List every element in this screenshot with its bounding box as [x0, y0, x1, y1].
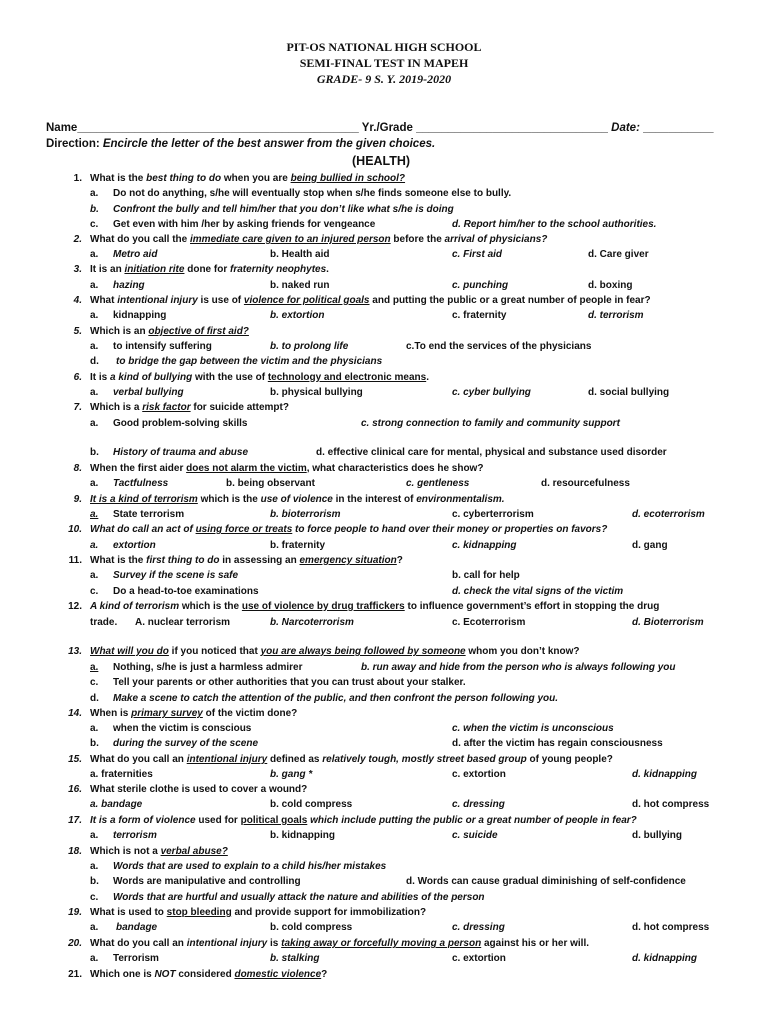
q5-number: 5.: [73, 326, 82, 337]
q10-number: 10.: [68, 524, 82, 535]
q8-option-a-letter[interactable]: a.: [90, 478, 99, 489]
q10-option-c[interactable]: c. kidnapping: [452, 540, 517, 551]
text-fragment: of the victim done?: [202, 708, 298, 719]
q11-stem: [90, 555, 403, 566]
q12-option-b[interactable]: b. Narcoterrorism: [270, 617, 354, 628]
q2-option-d[interactable]: d. Care giver: [588, 249, 649, 260]
text-fragment: What will you do: [90, 646, 169, 657]
q8-number: 8.: [73, 463, 82, 474]
text-fragment: and putting the public or a great number of people in fear?: [369, 295, 651, 306]
q17-option-d[interactable]: d. bullying: [632, 830, 682, 841]
text-fragment: verbal abuse?: [160, 846, 228, 857]
q20-stem: [90, 938, 589, 949]
q9-option-d[interactable]: d. ecoterrorism: [632, 509, 705, 520]
text-fragment: which is the: [179, 601, 242, 612]
q2-option-a-letter[interactable]: a.: [90, 249, 99, 260]
text-fragment: intentional injury: [186, 938, 268, 949]
text-fragment: before the: [390, 234, 445, 245]
text-fragment: technology and electronic means: [267, 372, 427, 383]
text-fragment: NOT: [154, 969, 176, 980]
q6-option-a-letter[interactable]: a.: [90, 387, 99, 398]
date-blank[interactable]: ___________: [643, 122, 714, 134]
text-fragment: of young people?: [526, 754, 613, 765]
q20-option-a-letter[interactable]: a.: [90, 953, 99, 964]
text-fragment: When is: [90, 708, 132, 719]
q1-option-b-letter[interactable]: b.: [90, 204, 99, 215]
q18-option-b-letter[interactable]: b.: [90, 876, 99, 887]
q9-option-c[interactable]: c. cyberterrorism: [452, 509, 534, 520]
q19-option-c[interactable]: c. dressing: [452, 922, 505, 933]
q13-stem: [90, 646, 580, 657]
text-fragment: is: [267, 938, 282, 949]
q18-option-d[interactable]: d. Words can cause gradual diminishing of self-confidence: [406, 876, 686, 887]
q12-option-d[interactable]: d. Bioterrorism: [632, 617, 704, 628]
q16-option-c[interactable]: c. dressing: [452, 799, 505, 810]
text-fragment: What is the: [90, 555, 147, 566]
q19-option-b[interactable]: b. cold compress: [270, 922, 353, 933]
text-fragment: in assessing an: [219, 555, 300, 566]
q17-number: 17.: [68, 815, 82, 826]
q18-option-c-letter[interactable]: c.: [90, 892, 99, 903]
q12-option-c[interactable]: c. Ecoterrorism: [452, 617, 526, 628]
q5-option-d-letter[interactable]: d.: [90, 356, 99, 367]
section-title: (HEALTH): [352, 154, 411, 168]
q5-option-d[interactable]: to bridge the gap between the victim and the physicians: [116, 356, 383, 367]
q18-option-c[interactable]: Words that are hurtful and usually attack the nature and abilities of the person: [113, 892, 485, 903]
text-fragment: first thing to do: [146, 555, 220, 566]
q1-option-a[interactable]: Do not do anything, s/he will eventually stop when s/he finds someone else to bully.: [113, 188, 512, 199]
q15-option-a[interactable]: a. fraternities: [90, 769, 153, 780]
q7-option-a-letter[interactable]: a.: [90, 418, 99, 429]
text-fragment: use of violence: [260, 494, 333, 505]
text-fragment: against his or her will.: [481, 938, 590, 949]
q9-number: 9.: [73, 494, 82, 505]
q20-option-c[interactable]: c. extortion: [452, 953, 506, 964]
q5-stem: [90, 326, 249, 337]
q12-stem-continued: trade.: [90, 617, 118, 628]
q10-option-a[interactable]: extortion: [113, 540, 156, 551]
q6-option-a[interactable]: verbal bullying: [113, 387, 184, 398]
q5-option-a-letter[interactable]: a.: [90, 341, 99, 352]
text-fragment: What is the: [90, 173, 147, 184]
text-fragment: primary survey: [131, 708, 203, 719]
q11-option-b[interactable]: b. call for help: [452, 570, 520, 581]
q18-stem: [90, 846, 228, 857]
q11-option-c-letter[interactable]: c.: [90, 586, 99, 597]
q18-number: 18.: [68, 846, 82, 857]
q2-option-c[interactable]: c. First aid: [452, 249, 503, 260]
q17-option-a[interactable]: terrorism: [113, 830, 157, 841]
text-fragment: What do call an act of: [90, 524, 196, 535]
q1-option-c-letter[interactable]: c.: [90, 219, 99, 230]
q15-stem: [90, 754, 613, 765]
q14-option-b-letter[interactable]: b.: [90, 738, 99, 749]
yr-blank[interactable]: ______________________________: [416, 122, 608, 134]
q7-option-b-letter[interactable]: b.: [90, 447, 99, 458]
direction-line: [46, 138, 435, 150]
q9-stem: [90, 494, 505, 505]
q16-option-d[interactable]: d. hot compress: [632, 799, 710, 810]
q8-option-d[interactable]: d. resourcefulness: [541, 478, 630, 489]
q17-option-b[interactable]: b. kidnapping: [270, 830, 335, 841]
text-fragment: being bullied in school?: [290, 173, 406, 184]
form-line: [46, 122, 713, 134]
q3-stem: It is an initiation rite done for fraternity neophytes.: [90, 264, 329, 275]
q15-option-b[interactable]: b. gang *: [270, 769, 313, 780]
q3-number: 3.: [73, 264, 82, 275]
q11-option-d[interactable]: d. check the vital signs of the victim: [452, 586, 624, 597]
q5-option-c[interactable]: c.To end the services of the physicians: [406, 341, 592, 352]
text-fragment: Which is a: [90, 402, 143, 413]
q19-stem: [90, 907, 426, 918]
text-fragment: ?: [321, 969, 328, 980]
q8-stem: [90, 463, 483, 474]
q16-option-a[interactable]: a. bandage: [90, 799, 143, 810]
text-fragment: which is the: [197, 494, 261, 505]
text-fragment: which include putting the public or a great number of people in fear?: [307, 815, 637, 826]
name-blank[interactable]: ____________________________________________: [77, 122, 359, 134]
text-fragment: environmentalism.: [416, 494, 505, 505]
text-fragment: used for: [195, 815, 241, 826]
q18-option-a-letter[interactable]: a.: [90, 861, 99, 872]
q19-option-a[interactable]: bandage: [116, 922, 158, 933]
q13-option-d-letter[interactable]: d.: [90, 693, 99, 704]
text-fragment: It is a form of violence: [90, 815, 196, 826]
q7-option-c[interactable]: c. strong connection to family and community support: [361, 418, 620, 429]
text-fragment: when you are: [221, 173, 291, 184]
q14-option-a[interactable]: when the victim is conscious: [113, 723, 252, 734]
q20-number: 20.: [68, 938, 82, 949]
q5-option-b[interactable]: b. to prolong life: [270, 341, 349, 352]
text-fragment: defined as: [267, 754, 323, 765]
text-fragment: domestic violence: [234, 969, 322, 980]
text-fragment: What do you call an: [90, 754, 187, 765]
q2-option-b[interactable]: b. Health aid: [270, 249, 330, 260]
q13-option-c[interactable]: Tell your parents or other authorities that you can trust about your stalker.: [113, 677, 466, 688]
q12-option-a[interactable]: A. nuclear terrorism: [135, 617, 231, 628]
q19-number: 19.: [68, 907, 82, 918]
text-fragment: intentional injury: [186, 754, 268, 765]
text-fragment: emergency situation: [299, 555, 397, 566]
q14-option-a-letter[interactable]: a.: [90, 723, 99, 734]
q4-option-d[interactable]: d. terrorism: [588, 310, 644, 321]
q16-option-b[interactable]: b. cold compress: [270, 799, 353, 810]
text-fragment: What do you call the: [90, 234, 191, 245]
text-fragment: Which is not a: [90, 846, 161, 857]
school-name: PIT-OS NATIONAL HIGH SCHOOL: [286, 40, 482, 54]
grade-label: GRADE: [316, 72, 359, 86]
q4-option-b[interactable]: b. extortion: [270, 310, 325, 321]
q13-option-d[interactable]: Make a scene to catch the attention of the public, and then confront the person following you.: [113, 693, 559, 704]
q11-option-c[interactable]: Do a head-to-toe examinations: [113, 586, 259, 597]
q11-option-a[interactable]: Survey if the scene is safe: [113, 570, 239, 581]
text-fragment: for suicide attempt?: [190, 402, 289, 413]
q13-option-a[interactable]: Nothing, s/he is just a harmless admirer: [113, 662, 303, 673]
q21-stem: [90, 969, 327, 980]
text-fragment: political goals: [240, 815, 308, 826]
q19-option-d[interactable]: d. hot compress: [632, 922, 710, 933]
text-fragment: to force people to hand over their money or properties on favors?: [292, 524, 608, 535]
text-fragment: intentional injury: [117, 295, 198, 306]
text-fragment: taking away or forcefully moving a person: [281, 938, 482, 949]
test-title: SEMI-FINAL TEST IN MAPEH: [299, 56, 469, 70]
q3-option-a[interactable]: hazing: [113, 280, 145, 291]
text-fragment: , what characteristics does he show?: [306, 463, 484, 474]
q1-number: 1.: [73, 173, 82, 184]
q15-option-c[interactable]: c. extortion: [452, 769, 506, 780]
q16-stem: What sterile clothe is used to cover a wound?: [90, 784, 308, 795]
text-fragment: What: [90, 295, 118, 306]
q17-option-a-letter[interactable]: a.: [90, 830, 99, 841]
q12-stem: [90, 601, 659, 612]
text-fragment: with the use of: [192, 372, 268, 383]
q6-number: 6.: [73, 372, 82, 383]
q2-stem: [90, 234, 547, 245]
q3-option-d[interactable]: d. boxing: [588, 280, 633, 291]
q1-option-a-letter[interactable]: a.: [90, 188, 99, 199]
text-fragment: and provide support for immobilization?: [231, 907, 427, 918]
q2-number: 2.: [73, 234, 82, 245]
q6-stem: It is a kind of bullying with the use of technology and electronic means.: [90, 372, 429, 383]
q8-option-c[interactable]: c. gentleness: [406, 478, 470, 489]
q11-option-a-letter[interactable]: a.: [90, 570, 99, 581]
text-fragment: Which is an: [90, 326, 149, 337]
text-fragment: using force or treats: [195, 524, 293, 535]
q18-option-a[interactable]: Words that are used to explain to a child his/her mistakes: [113, 861, 387, 872]
q20-option-b[interactable]: b. stalking: [270, 953, 320, 964]
q4-stem: [90, 295, 651, 306]
q17-option-c[interactable]: c. suicide: [452, 830, 498, 841]
text-fragment: use of violence by drug traffickers: [241, 601, 405, 612]
q13-option-a-letter[interactable]: a.: [90, 662, 99, 673]
q10-option-d[interactable]: d. gang: [632, 540, 668, 551]
q8-option-b[interactable]: b. being observant: [226, 478, 315, 489]
text-fragment: ?: [396, 555, 403, 566]
q10-stem: [90, 524, 607, 535]
q17-stem: [90, 815, 637, 826]
q13-option-c-letter[interactable]: c.: [90, 677, 99, 688]
q6-option-c[interactable]: c. cyber bullying: [452, 387, 531, 398]
q20-option-a[interactable]: Terrorism: [113, 953, 159, 964]
text-fragment: Which one is: [90, 969, 155, 980]
name-label: Name: [46, 122, 78, 134]
text-fragment: considered: [175, 969, 235, 980]
date-label: Date:: [607, 122, 644, 134]
text-fragment: What do you call an: [90, 938, 187, 949]
q4-option-c[interactable]: c. fraternity: [452, 310, 507, 321]
q7-number: 7.: [73, 402, 82, 413]
text-fragment: It is a kind of terrorism: [90, 494, 198, 505]
q20-option-d[interactable]: d. kidnapping: [632, 953, 697, 964]
q14-stem: [90, 708, 297, 719]
text-fragment: is use of: [197, 295, 244, 306]
direction-text: Encircle the letter of the best answer from the given choices.: [99, 138, 436, 150]
text-fragment: immediate care given to an injured person: [190, 234, 391, 245]
q10-option-a-letter[interactable]: a.: [90, 540, 99, 551]
q7-option-b[interactable]: History of trauma and abuse: [113, 447, 249, 458]
q6-option-b[interactable]: b. physical bullying: [270, 387, 363, 398]
text-fragment: objective of first aid?: [148, 326, 249, 337]
q4-option-a-letter[interactable]: a.: [90, 310, 99, 321]
text-fragment: stop bleeding: [166, 907, 232, 918]
q8-option-a[interactable]: Tactfulness: [113, 478, 169, 489]
q1-option-b[interactable]: Confront the bully and tell him/her that you don’t like what s/he is doing: [113, 204, 454, 215]
text-fragment: relatively tough, mostly street based group: [322, 754, 527, 765]
q4-number: 4.: [73, 295, 82, 306]
q9-option-b[interactable]: b. bioterrorism: [270, 509, 341, 520]
q1-option-d[interactable]: d. Report him/her to the school authorities.: [452, 219, 657, 230]
q1-stem: [90, 173, 405, 184]
q21-number: 21.: [68, 969, 82, 980]
q2-option-a[interactable]: Metro aid: [113, 249, 158, 260]
q3-option-b[interactable]: b. naked run: [270, 280, 330, 291]
text-fragment: to influence government’s effort in stopping the drug: [404, 601, 660, 612]
q4-option-a[interactable]: kidnapping: [113, 310, 167, 321]
text-fragment: in the interest of: [332, 494, 417, 505]
q3-option-a-letter[interactable]: a.: [90, 280, 99, 291]
text-fragment: does not alarm the victim: [186, 463, 307, 474]
q16-number: 16.: [68, 784, 82, 795]
q1-option-c[interactable]: Get even with him /her by asking friends for vengeance: [113, 219, 376, 230]
text-fragment: done for: [184, 264, 231, 275]
q12-number: 12.: [68, 601, 82, 612]
q14-option-c[interactable]: c. when the victim is unconscious: [452, 723, 614, 734]
q3-option-c[interactable]: c. punching: [452, 280, 509, 291]
q15-option-d[interactable]: d. kidnapping: [632, 769, 697, 780]
q11-number: 11.: [68, 555, 82, 566]
q18-option-b[interactable]: Words are manipulative and controlling: [113, 876, 301, 887]
q14-number: 14.: [68, 708, 82, 719]
q13-number: 13.: [68, 646, 82, 657]
q7-stem: [90, 402, 289, 413]
text-fragment: a kind of bullying: [110, 372, 193, 383]
text-fragment: best thing to do: [146, 173, 222, 184]
q14-option-d[interactable]: d. after the victim has regain consciousness: [452, 738, 663, 749]
text-fragment: When the first aider: [90, 463, 187, 474]
text-fragment: It is an: [90, 264, 125, 275]
q9-option-a-letter[interactable]: a.: [90, 509, 99, 520]
q19-option-a-letter[interactable]: a.: [90, 922, 99, 933]
text-fragment: arrival of physicians?: [444, 234, 548, 245]
text-fragment: fraternity neophytes: [230, 264, 327, 275]
text-fragment: A kind of terrorism: [90, 601, 180, 612]
text-fragment: It is: [90, 372, 111, 383]
q7-option-d[interactable]: d. effective clinical care for mental, physical and substance used disorder: [316, 447, 667, 458]
text-fragment: risk factor: [142, 402, 191, 413]
q10-option-b[interactable]: b. fraternity: [270, 540, 326, 551]
q6-option-d[interactable]: d. social bullying: [588, 387, 670, 398]
grade-line: [0, 72, 768, 87]
q9-option-a[interactable]: State terrorism: [113, 509, 185, 520]
q5-option-a[interactable]: to intensify suffering: [113, 341, 212, 352]
text-fragment: violence for political goals: [243, 295, 370, 306]
direction-label: Direction:: [46, 138, 100, 150]
q14-option-b[interactable]: during the survey of the scene: [113, 738, 259, 749]
grade-rest: - 9 S. Y. 2019-2020: [358, 72, 452, 86]
yr-label: Yr./Grade: [358, 122, 417, 134]
text-fragment: initiation rite: [124, 264, 185, 275]
q7-option-a[interactable]: Good problem-solving skills: [113, 418, 248, 429]
text-fragment: if you noticed that: [168, 646, 261, 657]
q15-number: 15.: [68, 754, 82, 765]
q13-option-b[interactable]: b. run away and hide from the person who is always following you: [361, 662, 676, 673]
text-fragment: whom you don’t know?: [465, 646, 580, 657]
text-fragment: What is used to: [90, 907, 167, 918]
text-fragment: you are always being followed by someone: [260, 646, 466, 657]
